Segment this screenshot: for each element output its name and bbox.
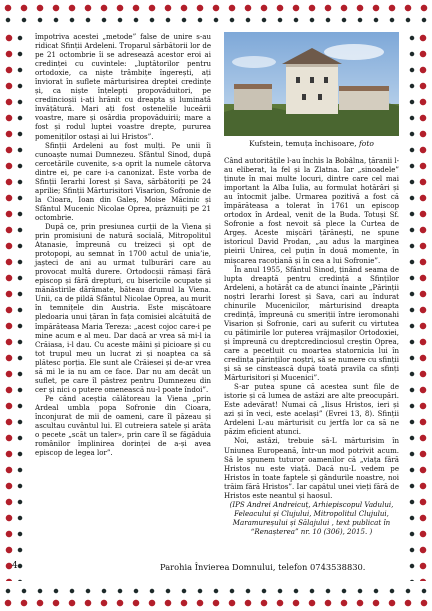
- footer-parish-contact: Parohia Învierea Domnului, telefon 0743538830.: [160, 562, 366, 572]
- left-column: [35, 32, 211, 457]
- right-column: [224, 156, 399, 536]
- paragraph: Pe când aceștia călătoreau la Viena „prin Ardeal umbla popa Sofronie din Cioara, înconjurat de mii de oameni, care îl păzeau și ascultau cuvântul lui. El cutreiera satele și arăta o pecete „scăt un taler», prin care îl se făgăduia românilor împlinirea dorinței de a-și avea episcop de legea lor”.: [35, 393, 211, 458]
- ornamental-border-bottom: [0, 581, 432, 611]
- paragraph: Noi, astăzi, trebuie să-L mărturisim în Uniunea Europeană, într-un mod potrivit acum. Să le spunem tuturor oamenilor că „viața fără Hristos nu este viață. Dacă nu-L vedem pe Hristos în toate faptele și gândurile noastre, noi trăim fără Hristos”. Iar capătul unei vieți fără de Hristos este neantul și haosul.: [224, 436, 399, 500]
- ornamental-border-top: [0, 0, 432, 30]
- paragraph: Sfinții Ardeleni au fost mulți. Pe unii îi cunoaște numai Dumnezeu. Sfântul Sinod, după cercetările cuvenite, s-a oprit la numele câtorva dintre ei, pe care i-a canonizat. Este vorba de Sfinții Ierarhi Iorest și Sava, sărbătoriți pe 24 aprilie; Sfinții Mărturisitori Visarion, Sofronie de la Cioara, Ioan din Galeș, Moise Măcinic și Sfântul Mucenic Nicolae Oprea, prăznuiți pe 21 octombrie.: [35, 140, 211, 222]
- fortress-illustration: [224, 32, 399, 136]
- paragraph: Când autoritățile l-au închis la Bobâlna, țăranii l-au eliberat, la fel și la Zlatna. Iar „sinoadele” ținute în mai multe locuri, dintre care cel mai important la Alba Iulia, au formulat hotărâri și au întocmit jalbe. Urmarea pozitivă a fost că împărăteasa a tolerat în 1761 un episcop ortodox în Ardeal, venit de la Buda. Totuși Sf. Sofronie a fost nevoit să plece la Curtea de Argeș. Aceste mișcări țărănești, ne spune istoricul David Prodan, „au adus la marginea pieirii Unirea, cel puțin în două momente, în mișcarea racoțiană și în cea a lui Sofronie”.: [224, 156, 399, 265]
- signature: (IPS Andrei Andreicuț, Arhiepiscopul Vadului, Feleacului și Clujului, Mitropolitul Clujului, Maramureșului și Sălajului , text publicat în “Renașterea” nr. 10 (306), 2015. ): [229, 499, 394, 536]
- ornamental-border-left: [0, 30, 26, 581]
- paragraph: După ce, prin presiunea curții de la Viena și prin promisiuni de natură socială, Mitropolitul Atanasie, împreună cu treizeci și opt de protopopi, au semnat în 1700 actul de unia’ie, jașteci de ani au urmat tulburări care au provocat multă durere. Ortodocșii rămași fără episcop și fără drepturi, cu bisericile ocupate și mănăstirile dărâmate, băteau drumul la Viena. Unii, ca de pildă Sfântul Nicolae Oprea, au murit în temnițele din Austria. Este mișcătoare pledoaria unui țăran în fața comisiei alcătuită de împărăteasa Maria Tereza: „acest cojoc care-i pe mine acum e al meu. Dar dacă ar vrea să mi-l ia Crăiasa, i-l dau. Cu aceste mâini și picioare și cu tot trupul meu un lucrat zi și noaptea ca să plătesc porția. Ele sunt ale Crăiesei și de-ar vrea să mi le ia nu am ce face. Dar nu am decât un suflet, pe care îl păstrez pentru Dumnezeu din cer și nici o putere omenească nu-l poate îndoi”.: [35, 221, 211, 394]
- ornamental-border-right: [406, 30, 432, 581]
- page-number: 4: [12, 561, 18, 571]
- paragraph: împotriva acestei „metode” false de unire s-au ridicat Sfinții Ardeleni. Troparul sărbătorii lor de pe 21 octombrie îi se adresează acestor eroi ai credinței cu cuvintele: „luptătorilor pentru ortodoxie, ca niște trâmbițe îngerești, ați înviorat în suflete mărturisirea dreptei credințe și, ca niște înțelepți propovăduitori, pe credincioșii i-ați hrănit cu dreapta și luminată învățătură. Mari ați fost ostenelile luceării voastre, mare și osârdia propovăduirii; mare a fost și rodul luptei voastre drepte, pururea pomeniților ostași ai lui Hristos”.: [35, 32, 211, 141]
- caption-place: Kufstein, temuța închisoare,: [249, 139, 357, 148]
- paragraph: S-ar putea spune că acestea sunt file de istorie și că lumea de astăzi are alte preocupări. Este adevărat! Numai că „Iisus Hristos, ieri și azi și în veci, este același” (Evrei 13, 8). Sfinții Ardeleni L-au mărturisit cu jertfa lor ca să ne păzim eficient atunci.: [224, 382, 399, 437]
- caption-italic: foto: [359, 139, 374, 148]
- paragraph: În anul 1955, Sfântul Sinod, ținând seama de lupta dreaptă pentru credință a Sfinților Ardeleni, a hotărât ca de atunci înainte „Părinții noștri Ierarhi Iorest și Sava, cari au îndurat chinurile Mucenicilor, mărturisind dreapta credință, împreună cu smeriții între ieromonahi Visarion și Sofronie, cari au suferit cu virtutea cu pătimirile lor puterea vrăjmașilor Ortodoxiei, și împreună cu dreptcredinciosul creștin Oprea, care a pecetluit cu moartea statornicia lui în credința părinților noștri, să se numere cu sfinții și să se cinstească după toată pravila ca sfinți Mărturisitori și Mucenici”.: [224, 264, 399, 383]
- kufstein-fortress-photo: [224, 32, 399, 136]
- page-content: [30, 32, 402, 580]
- photo-caption: [224, 139, 399, 148]
